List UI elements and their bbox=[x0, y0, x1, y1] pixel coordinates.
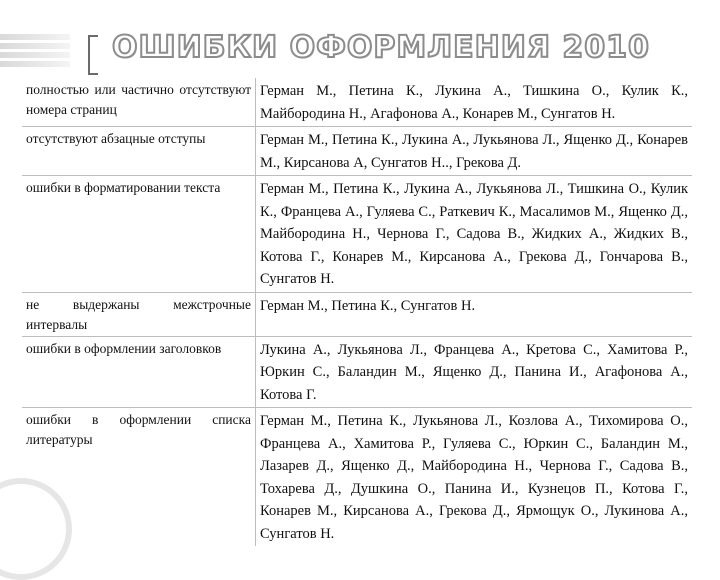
table-row bbox=[22, 292, 692, 336]
error-type-cell: ошибки в форматировании текста bbox=[22, 176, 256, 293]
students-cell: Герман М., Петина К., Лукина А., Лукьянова Л., Тишкина О., Кулик К., Францева А., Гуляева С., Раткевич К., Масалимов М., Ященко Д., Майбородина Н., Чернова Г., Садова В., Жидких А., Жидких В., Котова Г., Конарев М., Кирсанова А., Грекова Д., Гончарова В., Сунгатов Н. bbox=[256, 176, 693, 293]
table-row bbox=[22, 78, 692, 127]
table-row bbox=[22, 127, 692, 176]
error-type-cell: не выдержаны межстрочные интервалы bbox=[22, 292, 256, 336]
students-cell: Герман М., Петина К., Лукьянова Л., Козлова А., Тихомирова О., Францева А., Хамитова Р., Гуляева С., Юркин С., Баландин М., Лазарев Д., Ященко Д., Майбородина Н., Чернова Г., Садова В., Тохарева Д., Душкина О., Панина И., Кузнецов П., Котова Г., Конарев М., Кирсанова А., Грекова Д., Ярмощук О., Лукинова А., Сунгатов Н. bbox=[256, 408, 693, 547]
students-cell: Герман М., Петина К., Лукина А., Лукьянова Л., Ященко Д., Конарев М., Кирсанова А, Сунгатов Н.., Грекова Д. bbox=[256, 127, 693, 176]
error-type-cell: ошибки в оформлении списка литературы bbox=[22, 408, 256, 547]
page-title: ОШИБКИ ОФОРМЛЕНИЯ 2010 bbox=[112, 30, 650, 65]
title-bracket bbox=[88, 35, 98, 75]
table-row bbox=[22, 408, 692, 547]
table-row bbox=[22, 176, 692, 293]
error-type-cell: полностью или частично отсутствуют номера страниц bbox=[26, 82, 251, 117]
error-type-cell: отсутствуют абзацные отступы bbox=[22, 127, 256, 176]
students-cell: Герман М., Петина К., Лукина А., Тишкина О., Кулик К., Майбородина Н., Агафонова А., Конарев М., Сунгатов Н. bbox=[256, 78, 693, 127]
decorative-stripes bbox=[0, 34, 70, 70]
errors-table bbox=[22, 78, 692, 546]
students-cell: Герман М., Петина К., Сунгатов Н. bbox=[256, 292, 693, 336]
students-cell: Лукина А., Лукьянова Л., Францева А., Кретова С., Хамитова Р., Юркин С., Баландин М., Ященко Д., Панина И., Агафонова А., Котова Г. bbox=[256, 336, 693, 408]
error-type-cell: ошибки в оформлении заголовков bbox=[22, 336, 256, 408]
table-row bbox=[22, 336, 692, 408]
